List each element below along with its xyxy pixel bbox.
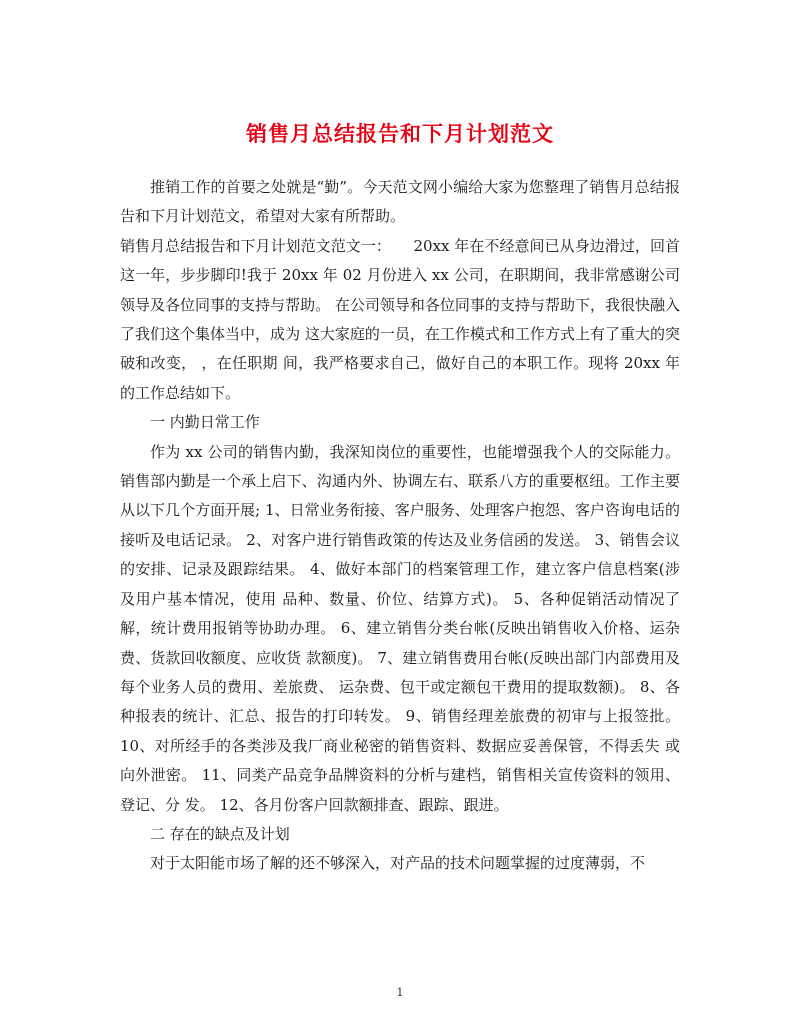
page-number: 1 [396, 986, 404, 999]
daily-work-paragraph: 作为 xx 公司的销售内勤，我深知岗位的重要性，也能增强我个人的交际能力。销售部内勤是一个承上启下、沟通内外、协调左右、联系八方的重要枢纽。工作主要从以下几个方面开展; 1、日常业务衔接、客户服务、处理客户抱怨、客户咨询电话的接听及电话记录。 2、对客户进行销售政策的传达及业务信函的发送。 3、销售会议的安排、记录及跟踪结果。 4、做好本部门的档案管理工作，建立客户信息档案(涉及用户基本情况，使用 品种、数量、价位、结算方式)。 5、各种促销活动情况了解，统计费用报销等协助办理。 6、建立销售分类台帐(反映出销售收入价格、运杂费、货款回收额度、应收货 款额度)。 7、建立销售费用台帐(反映出部门内部费用及每个业务人员的费用、差旅费、 运杂费、包干或定额包干费用的提取数额)。 8、各种报表的统计、汇总、报告的打印转发。 9、销售经理差旅费的初审与上报签批。 10、对所经手的各类涉及我厂商业秘密的销售资料、数据应妥善保管，不得丢失 或向外泄密。 11、同类产品竞争品牌资料的分析与建档，销售相关宣传资料的领用、登记、分 发。 12、各月份客户回款额排查、跟踪、跟进。 [120, 442, 680, 814]
intro-paragraph: 推销工作的首要之处就是“勤”。今天范文网小编给大家为您整理了销售月总结报告和下月计划范文，希望对大家有所帮助。 [120, 178, 680, 226]
document-title: 销售月总结报告和下月计划范文 [246, 121, 554, 147]
section-heading-daily-work: 一 内勤日常工作 [150, 413, 260, 432]
document-body [120, 173, 680, 879]
sample-one-paragraph: 销售月总结报告和下月计划范文范文一： 20xx 年在不经意间已从身边滑过，回首这一年，步步脚印!我于 20xx 年 02 月份进入 xx 公司，在职期间，我非常感谢公司领导及各位同事的支持与帮助。 在公司领导和各位同事的支持与帮助下，我很快融入了我们这个集体当中，成为 这大家庭的一员，在工作模式和工作方式上有了重大的突破和改变， ，在任职期 间，我严格要求自己，做好自己的本职工作。现将 20xx 年的工作总结如下。 [120, 236, 680, 402]
section-heading-shortcomings: 二 存在的缺点及计划 [150, 824, 290, 843]
shortcomings-paragraph: 对于太阳能市场了解的还不够深入，对产品的技术问题掌握的过度薄弱，不 [150, 854, 646, 873]
